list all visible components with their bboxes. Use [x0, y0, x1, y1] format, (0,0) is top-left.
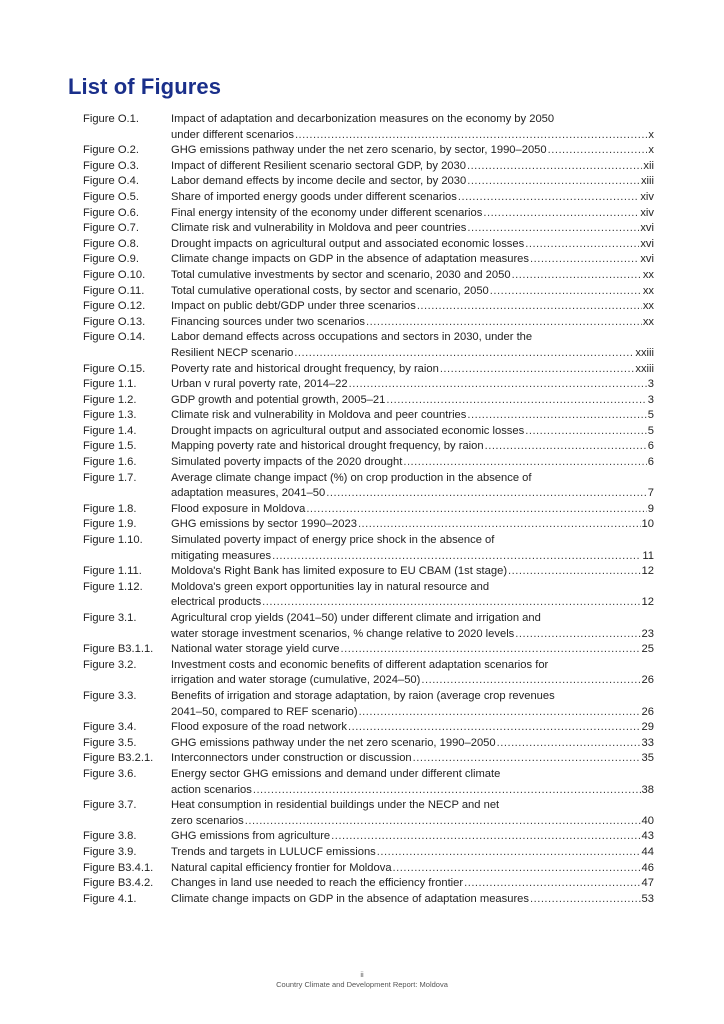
figure-entry[interactable]: [83, 533, 654, 564]
figure-title: [171, 533, 654, 564]
figure-title-line: Simulated poverty impacts of the 2020 drought: [171, 456, 403, 469]
dot-leader: [306, 502, 646, 518]
dot-leader: [467, 221, 639, 237]
dot-leader: [331, 829, 640, 845]
figure-entry[interactable]: [83, 642, 654, 658]
figure-title-line: Labor demand effects across occupations and sectors in 2030, under the: [171, 331, 533, 344]
figure-entry[interactable]: [83, 689, 654, 720]
figure-label: Figure 1.1.: [83, 378, 137, 391]
figure-title-line: Climate change impacts on GDP in the absence of adaptation measures: [171, 892, 529, 905]
page-number: 10: [641, 518, 654, 531]
figure-label: Figure 1.12.: [83, 580, 143, 593]
dot-leader: [525, 237, 639, 253]
page-number: 3: [647, 378, 654, 391]
page-number: xiv: [640, 190, 654, 203]
figure-title: [171, 174, 654, 190]
figure-title-line: Investment costs and economic benefits of different adaptation scenarios for: [171, 658, 549, 671]
figure-title-line: GDP growth and potential growth, 2005–21: [171, 393, 386, 406]
page-number: xx: [642, 284, 654, 297]
figure-entry[interactable]: [83, 829, 654, 845]
figure-label: Figure B3.4.1.: [83, 861, 154, 874]
dot-leader: [295, 128, 647, 144]
dot-leader: [525, 424, 647, 440]
figure-entry[interactable]: [83, 861, 654, 877]
figure-title: [171, 362, 654, 378]
figure-label: Figure 1.4.: [83, 424, 137, 437]
figure-title: [171, 439, 654, 455]
page-number: xiii: [640, 175, 654, 188]
dot-leader: [530, 892, 641, 908]
figure-label: Figure 3.2.: [83, 658, 137, 671]
figure-title: [171, 112, 654, 143]
page-number: 29: [641, 721, 654, 734]
dot-leader: [548, 143, 648, 159]
figure-title: [171, 237, 654, 253]
dot-leader: [413, 751, 641, 767]
figure-title-line: National water storage yield curve: [171, 643, 340, 656]
figure-title: [171, 424, 654, 440]
figure-entry[interactable]: [83, 408, 654, 424]
figure-entry[interactable]: [83, 611, 654, 642]
page-number: 38: [641, 783, 654, 796]
dot-leader: [490, 284, 642, 300]
page-number: 12: [641, 596, 654, 609]
page-number: 6: [647, 456, 654, 469]
figure-entry[interactable]: [83, 143, 654, 159]
page-number: 26: [641, 705, 654, 718]
figure-title: [171, 330, 654, 361]
figure-title: [171, 268, 654, 284]
figure-title-line: Energy sector GHG emissions and demand under different climate: [171, 767, 501, 780]
dot-leader: [440, 362, 635, 378]
figure-label: Figure O.11.: [83, 284, 145, 297]
page-number: xvi: [640, 237, 654, 250]
figure-title-line: Share of imported energy goods under different scenarios: [171, 190, 457, 203]
page-number: 6: [647, 440, 654, 453]
dot-leader: [515, 627, 640, 643]
figure-entry[interactable]: [83, 112, 654, 143]
figure-entry[interactable]: [83, 159, 654, 175]
figure-title: [171, 580, 654, 611]
figure-title: [171, 892, 654, 908]
figure-label: Figure 3.7.: [83, 799, 137, 812]
dot-leader: [403, 455, 646, 471]
figure-title-line: Simulated poverty impact of energy price shock in the absence of: [171, 534, 495, 547]
dot-leader: [512, 268, 642, 284]
figure-entry[interactable]: [83, 393, 654, 409]
dot-leader: [341, 642, 641, 658]
figure-title-line: Financing sources under two scenarios: [171, 315, 366, 328]
figure-entry[interactable]: [83, 502, 654, 518]
dot-leader: [467, 174, 640, 190]
figure-title-line: electrical products: [171, 596, 262, 609]
figure-title: [171, 206, 654, 222]
dot-leader: [359, 705, 641, 721]
dot-leader: [377, 845, 641, 861]
dot-leader: [294, 346, 634, 362]
figure-title-line: GHG emissions by sector 1990–2023: [171, 518, 357, 531]
figure-title: [171, 861, 654, 877]
figure-entry[interactable]: [83, 252, 654, 268]
footer-page-number: ii: [360, 970, 364, 979]
figure-title-line: GHG emissions from agriculture: [171, 830, 331, 843]
figure-entry[interactable]: [83, 767, 654, 798]
figure-label: Figure O.7.: [83, 222, 139, 235]
figure-entry[interactable]: [83, 237, 654, 253]
figure-title-line: Moldova's green export opportunities lay in natural resource and: [171, 580, 490, 593]
figure-label: Figure O.5.: [83, 190, 139, 203]
figure-title-line: Drought impacts on agricultural output and associated economic losses: [171, 237, 525, 250]
figure-title-line: Urban v rural poverty rate, 2014–22: [171, 378, 348, 391]
figure-title-line: Total cumulative investments by sector and scenario, 2030 and 2050: [171, 268, 511, 281]
figure-title-line: zero scenarios: [171, 814, 244, 827]
figure-title-line: Agricultural crop yields (2041–50) under different climate and irrigation and: [171, 612, 541, 624]
figure-entry[interactable]: [83, 736, 654, 752]
figure-label: Figure B3.2.1.: [83, 752, 154, 765]
figure-entry[interactable]: [83, 268, 654, 284]
page-number: 33: [641, 736, 654, 749]
page-number: xiv: [640, 206, 654, 219]
figure-title-line: Flood exposure in Moldova: [171, 502, 306, 515]
figure-entry[interactable]: [83, 455, 654, 471]
figure-title: [171, 642, 654, 658]
dot-leader: [393, 861, 641, 877]
page-number: xvi: [640, 222, 654, 235]
dot-leader: [349, 377, 647, 393]
figure-list: [83, 112, 654, 907]
figure-title-line: Climate change impacts on GDP in the absence of adaptation measures: [171, 253, 529, 266]
figure-label: Figure 1.5.: [83, 440, 137, 453]
figure-title: [171, 564, 654, 580]
figure-entry[interactable]: [83, 580, 654, 611]
figure-title-line: Mapping poverty rate and historical drought frequency, by raion: [171, 440, 484, 453]
figure-title: [171, 658, 654, 689]
page-number: xx: [642, 268, 654, 281]
dot-leader: [253, 783, 641, 799]
dot-leader: [421, 673, 640, 689]
figure-label: Figure 3.1.: [83, 612, 137, 624]
figure-entry[interactable]: [83, 720, 654, 736]
figure-title: [171, 159, 654, 175]
figure-title-line: action scenarios: [171, 783, 252, 796]
figure-title-line: 2041–50, compared to REF scenario): [171, 705, 358, 718]
figure-label: Figure 3.9.: [83, 845, 137, 858]
page-title: List of Figures: [68, 74, 222, 99]
page-number: x: [648, 128, 654, 141]
figure-title: [171, 829, 654, 845]
figure-entry[interactable]: [83, 284, 654, 300]
figure-label: Figure 3.3.: [83, 689, 137, 702]
figure-title-line: Average climate change impact (%) on crop production in the absence of: [171, 471, 532, 484]
figure-label: Figure 3.8.: [83, 830, 137, 843]
figure-entry[interactable]: [83, 362, 654, 378]
figure-title: [171, 143, 654, 159]
figure-title: [171, 517, 654, 533]
figure-title-line: Final energy intensity of the economy under different scenarios: [171, 206, 483, 219]
figure-label: Figure 1.8.: [83, 502, 137, 515]
figure-title-line: Flood exposure of the road network: [171, 721, 347, 734]
page-number: xx: [642, 300, 654, 313]
figure-entry[interactable]: [83, 206, 654, 222]
page-number: 43: [641, 830, 654, 843]
page-number: 47: [641, 877, 654, 890]
figure-entry[interactable]: [83, 892, 654, 908]
figure-entry[interactable]: [83, 377, 654, 393]
figure-title-line: irrigation and water storage (cumulative, 2024–50): [171, 674, 421, 687]
dot-leader: [272, 549, 641, 565]
figure-entry[interactable]: [83, 517, 654, 533]
figure-title: [171, 611, 654, 642]
dot-leader: [508, 564, 641, 580]
figure-label: Figure O.10.: [83, 268, 146, 281]
page-number: 25: [641, 643, 654, 656]
figure-label: Figure B3.1.1.: [83, 643, 154, 656]
figure-title-line: Drought impacts on agricultural output and associated economic losses: [171, 424, 525, 437]
dot-leader: [467, 408, 646, 424]
page-number: x: [648, 144, 654, 157]
dot-leader: [458, 190, 639, 206]
figure-title-line: mitigating measures: [171, 549, 272, 562]
figure-label: Figure O.8.: [83, 237, 139, 250]
dot-leader: [530, 252, 639, 268]
figure-title: [171, 471, 654, 502]
figure-title: [171, 408, 654, 424]
dot-leader: [485, 439, 647, 455]
figure-entry[interactable]: [83, 299, 654, 315]
figure-label: Figure O.12.: [83, 300, 146, 313]
figure-title-line: GHG emissions pathway under the net zero scenario, 1990–2050: [171, 736, 496, 749]
figure-title: [171, 299, 654, 315]
page-number: 12: [641, 565, 654, 578]
dot-leader: [483, 206, 639, 222]
figure-entry[interactable]: [83, 330, 654, 361]
page-number: 7: [647, 487, 654, 500]
page-number: xxiii: [635, 346, 654, 359]
dot-leader: [467, 159, 642, 175]
footer-report-title: Country Climate and Development Report: Moldova: [276, 980, 448, 989]
figure-title-line: Impact on public debt/GDP under three scenarios: [171, 300, 416, 313]
figure-title: [171, 876, 654, 892]
page-number: 9: [647, 502, 654, 515]
figure-title: [171, 767, 654, 798]
figure-title: [171, 315, 654, 331]
figure-title: [171, 455, 654, 471]
figure-title-line: Heat consumption in residential buildings under the NECP and net: [171, 799, 500, 812]
figure-title-line: Resilient NECP scenario: [171, 346, 294, 359]
figure-title-line: Impact of adaptation and decarbonization measures on the economy by 2050: [171, 113, 555, 125]
dot-leader: [326, 486, 647, 502]
dot-leader: [417, 299, 642, 315]
figure-title: [171, 284, 654, 300]
figure-entry[interactable]: [83, 564, 654, 580]
page-number: 44: [641, 845, 654, 858]
figure-label: Figure O.13.: [83, 315, 146, 328]
figure-label: Figure 1.2.: [83, 393, 137, 406]
figure-label: Figure 3.5.: [83, 736, 137, 749]
page-number: xii: [643, 159, 654, 172]
figure-label: Figure 4.1.: [83, 892, 137, 905]
page-number: 35: [641, 752, 654, 765]
figure-title-line: Climate risk and vulnerability in Moldova and peer countries: [171, 222, 467, 235]
figure-title-line: Natural capital efficiency frontier for Moldova: [171, 861, 392, 874]
figure-title-line: Benefits of irrigation and storage adaptation, by raion (average crop revenues: [171, 689, 555, 702]
figure-label: Figure O.1.: [83, 113, 139, 125]
page-number: xvi: [640, 253, 654, 266]
figure-title: [171, 798, 654, 829]
dot-leader: [245, 814, 641, 830]
figure-label: Figure O.9.: [83, 253, 139, 266]
figure-title-line: Climate risk and vulnerability in Moldova and peer countries: [171, 409, 467, 422]
figure-label: Figure 1.11.: [83, 565, 142, 578]
figure-label: Figure 1.7.: [83, 471, 137, 484]
figure-title-line: GHG emissions pathway under the net zero scenario, by sector, 1990–2050: [171, 144, 547, 157]
figure-title: [171, 190, 654, 206]
figure-label: Figure O.6.: [83, 206, 139, 219]
figure-entry[interactable]: [83, 845, 654, 861]
dot-leader: [497, 736, 641, 752]
figure-label: Figure O.2.: [83, 144, 139, 157]
figure-label: Figure 1.6.: [83, 456, 137, 469]
figure-label: Figure 3.4.: [83, 721, 137, 734]
figure-title-line: Poverty rate and historical drought frequency, by raion: [171, 362, 439, 375]
figure-label: Figure 3.6.: [83, 767, 137, 780]
figure-label: Figure O.15.: [83, 362, 146, 375]
dot-leader: [366, 315, 642, 331]
dot-leader: [348, 720, 641, 736]
figure-entry[interactable]: [83, 424, 654, 440]
figure-entry[interactable]: [83, 876, 654, 892]
page-number: 11: [642, 549, 654, 562]
figure-entry[interactable]: [83, 190, 654, 206]
figure-label: Figure B3.4.2.: [83, 877, 154, 890]
figure-label: Figure O.14.: [83, 331, 146, 344]
page-number: 40: [641, 814, 654, 827]
figure-title: [171, 736, 654, 752]
figure-label: Figure 1.10.: [83, 534, 143, 547]
figure-entry[interactable]: [83, 471, 654, 502]
dot-leader: [386, 393, 646, 409]
figure-entry[interactable]: [83, 174, 654, 190]
figure-title: [171, 689, 654, 720]
figure-title: [171, 393, 654, 409]
figure-title: [171, 221, 654, 237]
page-number: 5: [647, 424, 654, 437]
page-number: 46: [641, 861, 654, 874]
page-number: 26: [641, 674, 654, 687]
figure-title-line: Interconnectors under construction or discussion: [171, 752, 412, 765]
figure-title: [171, 751, 654, 767]
figure-entry[interactable]: [83, 315, 654, 331]
figure-title-line: water storage investment scenarios, % change relative to 2020 levels: [171, 627, 515, 640]
dot-leader: [262, 595, 640, 611]
figure-label: Figure O.3.: [83, 159, 139, 172]
figure-label: Figure 1.9.: [83, 518, 137, 531]
page-number: 3: [647, 393, 654, 406]
figure-title: [171, 252, 654, 268]
dot-leader: [464, 876, 640, 892]
page-number: 53: [641, 892, 654, 905]
figure-title-line: adaptation measures, 2041–50: [171, 487, 326, 500]
figure-title: [171, 720, 654, 736]
figure-title: [171, 377, 654, 393]
figure-entry[interactable]: [83, 798, 654, 829]
figure-title-line: Total cumulative operational costs, by sector and scenario, 2050: [171, 284, 489, 297]
figure-title-line: Moldova's Right Bank has limited exposure to EU CBAM (1st stage): [171, 565, 508, 578]
figure-entry[interactable]: [83, 439, 654, 455]
figure-title-line: Trends and targets in LULUCF emissions: [171, 845, 376, 858]
figure-label: Figure O.4.: [83, 175, 139, 188]
figure-title-line: under different scenarios: [171, 128, 294, 141]
figure-title-line: Labor demand effects by income decile and sector, by 2030: [171, 175, 467, 188]
dot-leader: [358, 517, 641, 533]
figure-title-line: Changes in land use needed to reach the efficiency frontier: [171, 877, 464, 890]
figure-entry[interactable]: [83, 658, 654, 689]
figure-title: [171, 502, 654, 518]
figure-label: Figure 1.3.: [83, 409, 137, 422]
figure-title-line: Impact of different Resilient scenario sectoral GDP, by 2030: [171, 159, 466, 172]
figure-entry[interactable]: [83, 221, 654, 237]
page-number: xx: [642, 315, 654, 328]
figure-title: [171, 845, 654, 861]
page-number: 23: [641, 627, 654, 640]
figure-entry[interactable]: [83, 751, 654, 767]
page-number: 5: [647, 409, 654, 422]
page-number: xxiii: [635, 362, 654, 375]
